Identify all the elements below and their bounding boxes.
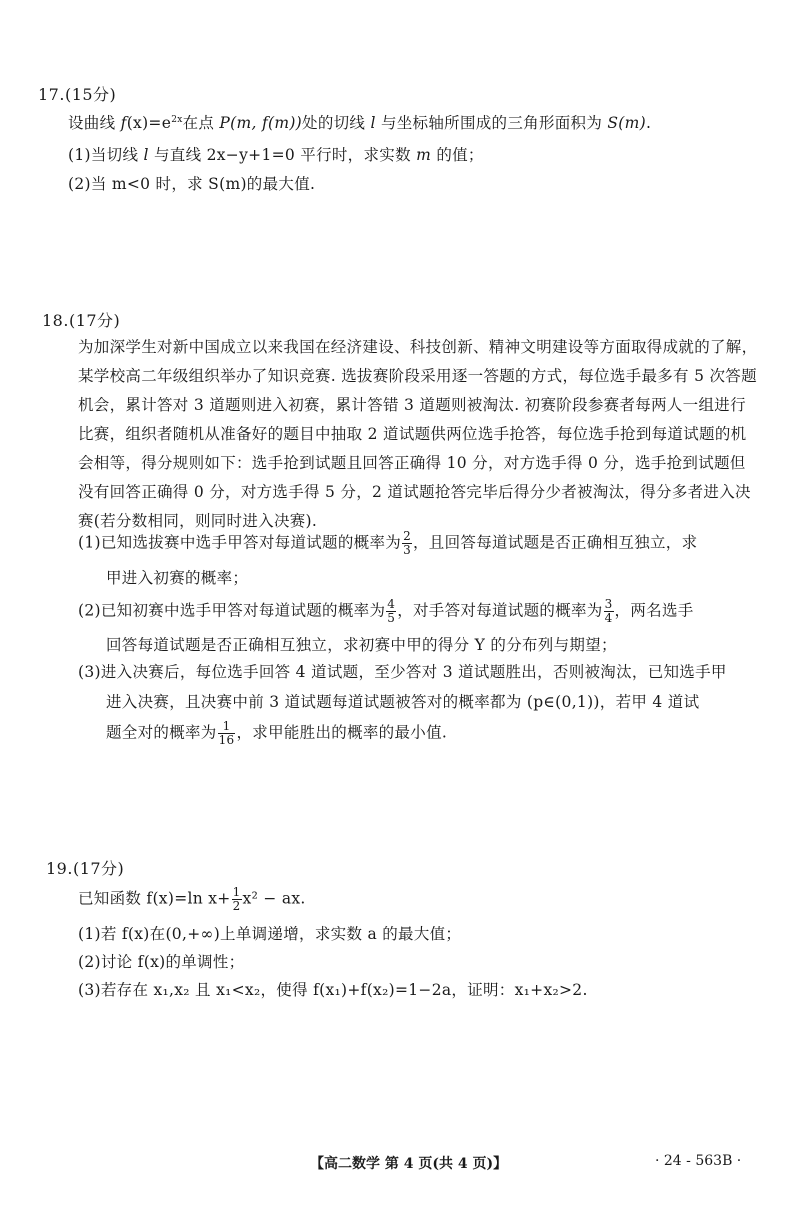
- fraction-numerator: 1: [218, 720, 236, 734]
- q17-stem-l: l: [370, 114, 376, 132]
- q17-part1-text-a: (1)当切线: [68, 146, 144, 164]
- fraction-numerator: 3: [604, 597, 613, 611]
- fraction-numerator: 2: [403, 529, 411, 543]
- q18-part1-text-a: (1)已知选拔赛中选手甲答对每道试题的概率为: [78, 533, 402, 552]
- fraction-denominator: 5: [387, 611, 396, 625]
- fraction-numerator: 4: [387, 597, 396, 611]
- q19-stem: [78, 886, 306, 913]
- q18-part1-text-b: ，且回答每道试题是否正确相互独立，求: [413, 533, 698, 552]
- q17-part2: (2)当 m<0 时，求 S(m)的最大值.: [68, 175, 316, 193]
- q18-part3-line3: [106, 720, 447, 747]
- q17-stem-text-d: 处的切线: [302, 114, 371, 132]
- q18-part2-text-c: ，两名选手: [614, 601, 694, 620]
- q19-stem-text-a: 已知函数 f(x)=ln x+: [78, 889, 231, 908]
- q18-part2-text-a: (2)已知初赛中选手甲答对每道试题的概率为: [78, 601, 386, 620]
- q19-part2: (2)讨论 f(x)的单调性；: [78, 953, 245, 971]
- q17-part1-l: l: [143, 146, 149, 164]
- q19-heading: 19.(17分): [46, 859, 125, 878]
- q17-stem-s: S(m): [607, 114, 647, 132]
- q17-stem-text-c: 在点: [182, 114, 220, 132]
- fraction-denominator: 16: [218, 733, 235, 747]
- q18-part2-text-b: ，对手答对每道试题的概率为: [397, 601, 603, 620]
- fraction-numerator: 1: [232, 885, 241, 899]
- page-footer: 【高二数学 第 4 页(共 4 页)】: [310, 1156, 508, 1172]
- q17-part1-text-b: 与直线 2x−y+1=0 平行时，求实数: [148, 146, 417, 164]
- q19-stem-text-b: x² − ax.: [242, 889, 306, 908]
- q18-part1-fraction: [402, 530, 412, 557]
- q18-part1: [78, 530, 697, 557]
- q18-part2-cont: 回答每道试题是否正确相互独立，求初赛中甲的得分 Y 的分布列与期望；: [106, 636, 617, 654]
- q17-stem-text-f: .: [646, 114, 652, 132]
- q18-part1-cont: 甲进入初赛的概率；: [106, 569, 249, 587]
- q18-part2-fraction-1: [386, 598, 396, 625]
- fraction-denominator: 3: [403, 543, 411, 557]
- fraction-denominator: 2: [232, 899, 241, 913]
- q18-part3-line1: (3)进入决赛后，每位选手回答 4 道试题，至少答对 3 道试题胜出，否则被淘汰，已知选手甲: [78, 663, 727, 681]
- q17-stem-exponent: 2x: [171, 114, 183, 125]
- q19-stem-fraction: [232, 886, 242, 913]
- q19-part3: (3)若存在 x₁,x₂ 且 x₁<x₂，使得 f(x₁)+f(x₂)=1−2a，证明：x₁+x₂>2.: [78, 981, 588, 999]
- q18-intro: 为加深学生对新中国成立以来我国在经济建设、科技创新、精神文明建设等方面取得成就的了解，某学校高二年级组织举办了知识竞赛. 选拔赛阶段采用逐一答题的方式，每位选手最多有 5 次答题机会，累计答对 3 道题则进入初赛，累计答错 3 道题则被淘汰. 初赛阶段参赛者每两人一组进行比赛，组织者随机从准备好的题目中抽取 2 道试题供两位选手抢答，每位选手抢到每道试题的机会相等，得分规则如下：选手抢到试题且回答正确得 10 分，对方选手得 0 分，选手抢到试题但没有回答正确得 0 分，对方选手得 5 分，2 道试题抢答完毕后得分少者被淘汰，得分多者进入决赛(若分数相同，则同时进入决赛).: [78, 338, 758, 530]
- q17-part1: [68, 143, 484, 165]
- q18-heading: 18.(17分): [42, 311, 121, 330]
- q19-part1: (1)若 f(x)在(0,+∞)上单调递增，求实数 a 的最大值；: [78, 925, 462, 943]
- fraction-denominator: 4: [604, 611, 613, 625]
- q18-part2: [78, 598, 694, 625]
- q18-part3-fraction: [218, 720, 236, 747]
- q17-stem-text-a: 设曲线: [68, 114, 121, 132]
- q18-part3-text-d: ，求甲能胜出的概率的最小值.: [236, 723, 448, 742]
- q17-stem-text-e: 与坐标轴所围成的三角形面积为: [375, 114, 608, 132]
- q17-stem: [68, 111, 651, 133]
- q17-stem-f: f: [120, 114, 127, 132]
- q17-stem-text-b: (x)=e: [126, 114, 172, 132]
- q17-stem-point: P(m, f(m)): [219, 114, 303, 132]
- q17-part1-text-c: 的值；: [431, 146, 484, 164]
- q18-part3-text-c: 题全对的概率为: [106, 723, 217, 742]
- q18-part2-fraction-2: [604, 598, 614, 625]
- paper-code: · 24 - 563B ·: [655, 1153, 742, 1169]
- q17-heading: 17.(15分): [38, 85, 117, 104]
- q17-part1-m: m: [416, 146, 432, 164]
- q18-part3-line2: 进入决赛，且决赛中前 3 道试题每道试题被答对的概率都为 (p∈(0,1))，若甲 4 道试: [106, 693, 700, 711]
